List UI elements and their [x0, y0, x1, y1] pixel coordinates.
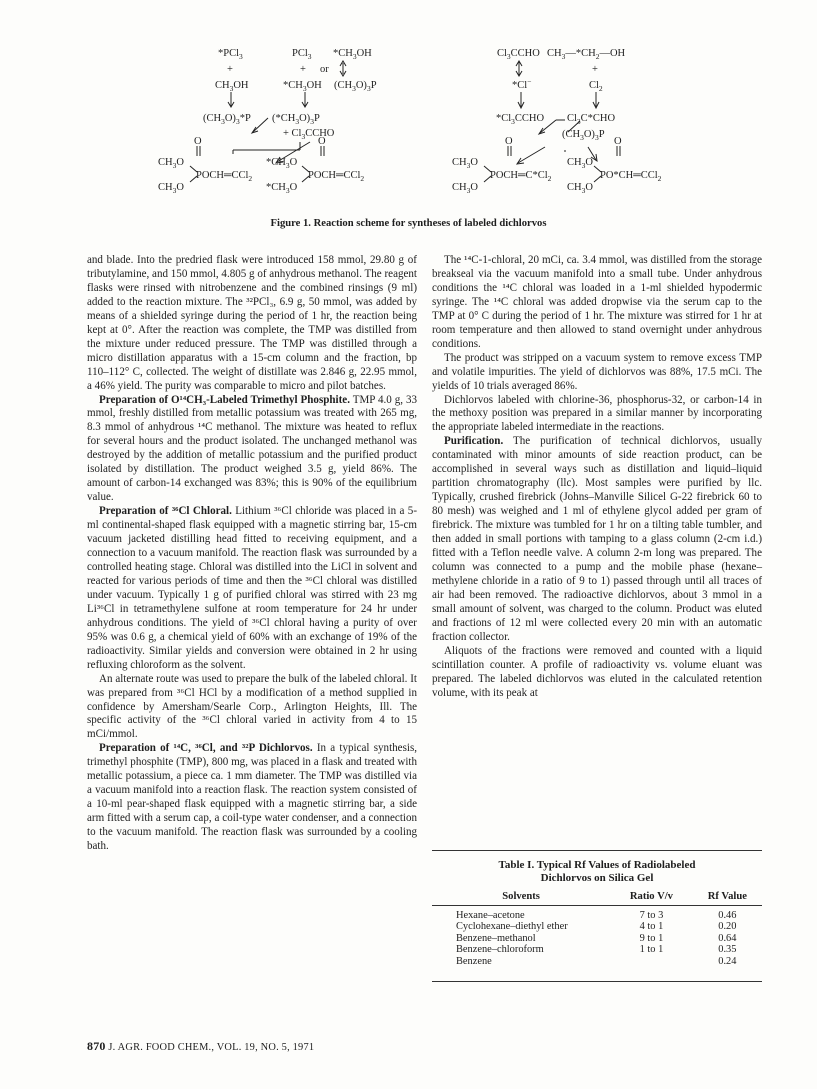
- scheme-label: $*CH_3OH$: [283, 80, 322, 93]
- page-number: 870: [87, 1039, 106, 1053]
- paragraph: An alternate route was used to prepare the bulk of the labeled chloral. It was prepared from ³⁶Cl HCl by a modification of a method supplied in confidence by Amersham/Searle Corp., Arlington Heights, Ill. The specific activity of the ³⁶Cl chloral varied in activity from 4 to 15 mCi/mmol.: [87, 672, 417, 741]
- scheme-label: $CH_3—*CH_2—OH$: [547, 48, 626, 61]
- scheme-label: $POCH═C*Cl_2$: [490, 170, 552, 183]
- scheme-label: $CH_3O$: [567, 157, 593, 170]
- scheme-label: *PCl$_3$: [218, 48, 243, 61]
- journal-citation: J. AGR. FOOD CHEM., VOL. 19, NO. 5, 1971: [108, 1042, 315, 1053]
- table-cell: Hexane–acetone: [456, 910, 525, 921]
- left-column: [87, 254, 417, 854]
- scheme-label: *Cl−: [512, 77, 532, 91]
- paragraph-text: TMP 4.0 g, 33 mmol, freshly distilled from metallic potassium was treated with 265 mg, 8.3 mmol of anhydrous ¹⁴C methanol. The mixture was heated to reflux for several hours and the product isolated. The unchanged methanol was destroyed by the addition of metallic potassium and the purified product isolated by distillation. The product weighed 3.5 g, yield 86%. The amount of carbon-14 exchanged was 83%; this is 90% of the equilibrium value.: [87, 393, 417, 504]
- table-cell: 0.35: [718, 944, 737, 956]
- page-footer: [87, 1039, 314, 1054]
- scheme-label: +: [592, 64, 598, 75]
- paragraph-text: The purification of technical dichlorvos, usually contaminated with minor amounts of side reaction product, can be accomplished in several ways such as distillation and liquid–liquid partition chromatography (llc). Most samples were purified by llc. Typically, crushed firebrick (Johns–Manville Silicel G-22 firebrick 60 to 80 mesh) was weighed and 1 ml of ethylene glycol added per gram of firebrick. The mixture was tumbled for 1 hr on a tilting table tumbler, and then added in small portions with tamping to a glass column (2-cm i.d.) fitted with a Teflon needle valve. A column 2-m long was prepared. The column was connected to a pump and the mobile phase (hexane–methylene chloride in a ratio of 9 to 1) passed through until all traces of air had been removed. The radioactive dichlorvos, about 3 mmol in a small amount of solvent, was charged to the column. Product was eluted and fractions of 12 ml were collected every 20 min with an automatic fraction collector.: [432, 435, 762, 643]
- table-bottom-rule: [432, 981, 762, 982]
- table-row: [432, 910, 762, 921]
- table-row: [432, 933, 762, 944]
- column-header: Rf Value: [693, 889, 762, 906]
- table-cell: Benzene–methanol: [456, 932, 536, 944]
- scheme-label: $*CH_3O$: [266, 157, 298, 170]
- scheme-label: $CH_3OH$: [215, 80, 249, 93]
- column-header: Solvents: [432, 889, 610, 906]
- scheme-label: $(CH_3O)_3P$: [334, 80, 377, 93]
- column-header: Ratio V/v: [610, 889, 693, 906]
- scheme-label: PO*CH═CCl$_2$: [600, 170, 662, 183]
- paragraph: The product was stripped on a vacuum system to remove excess TMP and volatile impurities. The yield of dichlorvos was 88%, 17.5 mCi. The yields of 10 trials averaged 86%.: [432, 351, 762, 392]
- paragraph-text: Lithium ³⁶Cl chloride was placed in a 5-ml continental-shaped flask equipped with a magnetic stirring bar, 15-cm vacuum jacketed distilling head fitted to receiving equipment, and a connection to a vacuum manifold. The reaction flask was surrounded by a controlled heating stage. Chloral was distilled into the LiCl in solvent and reacted for various periods of time and then the ³⁶Cl chloral was distilled under vacuum. Typically 1 g of purified chloral was stirred with 23 mg Li³⁶Cl in tetramethylene sulfone at room temperature for 24 hr under anhydrous conditions. The yield of ³⁶Cl chloral having a purity of over 95% was 0.6 g, a chemical yield of 60% with an exchange of 19% of the radioactivity. Similar yields and conversion were obtained in 2 hr using refluxing chloroform as the solvent.: [87, 505, 418, 671]
- paragraph: [87, 742, 417, 854]
- scheme-label: $*CH_3OH$: [333, 48, 372, 61]
- table-title-line: Table I. Typical Rf Values of Radiolabeled: [498, 859, 696, 871]
- right-column: [432, 254, 762, 701]
- table-cell: Cyclohexane–diethyl ether: [456, 921, 568, 933]
- table-cell: 0.46: [718, 910, 737, 921]
- scheme-label: $(CH_3O)_3P$: [562, 129, 605, 142]
- scheme-label: POCH═CCl$_2$: [308, 170, 365, 183]
- paragraph: [87, 394, 417, 506]
- section-heading: Preparation of ¹⁴C, ³⁶Cl, and ³²P Dichlorvos.: [99, 742, 313, 755]
- paragraph: [87, 505, 417, 672]
- table-header-row: [432, 889, 762, 906]
- scheme-label: O: [318, 136, 326, 147]
- table-row: [432, 956, 762, 967]
- scheme-label: PCl$_3$: [292, 48, 312, 61]
- scheme-label: $CH_3O$: [452, 157, 478, 170]
- scheme-label: +: [227, 64, 233, 75]
- section-heading: Purification.: [444, 435, 504, 448]
- table-cell: 0.24: [718, 955, 737, 967]
- scheme-label: $CH_3O$: [452, 182, 478, 195]
- table-top-rule: [432, 850, 762, 851]
- scheme-label: $(CH_3O)_3*P$: [203, 113, 251, 126]
- table-cell: 4 to 1: [639, 921, 664, 933]
- paragraph: [432, 435, 762, 644]
- scheme-label: $CH_3O$: [158, 157, 184, 170]
- paragraph: Dichlorvos labeled with chlorine-36, phosphorus-32, or carbon-14 in the methoxy position was prepared in a similar manner by incorporating the appropriate labeled intermediate in the reactions.: [432, 393, 762, 434]
- table-cell: Benzene–chloroform: [456, 944, 544, 956]
- section-heading: Preparation of O¹⁴CH₃-Labeled Trimethyl Phosphite.: [99, 393, 350, 406]
- scheme-label: +: [300, 64, 306, 75]
- table-row: [432, 921, 762, 932]
- table-row: [432, 944, 762, 955]
- figure-caption: Figure 1. Reaction scheme for syntheses of labeled dichlorvos: [270, 218, 547, 229]
- scheme-label: $*CH_3O$: [266, 182, 298, 195]
- scheme-label: O: [194, 136, 202, 147]
- scheme-label: POCH═CCl$_2$: [196, 170, 253, 183]
- section-heading: Preparation of ³⁶Cl Chloral.: [99, 505, 232, 518]
- scheme-label: $CH_3O$: [158, 182, 184, 195]
- paragraph: and blade. Into the predried flask were introduced 158 mmol, 29.80 g of tributylamine, and 150 mmol, 4.805 g of anhydrous methanol. The reagent flasks were rinsed with nitrobenzene and the combined rinsings (9 ml) added to the reaction mixture. The ³²PCl₃, 6.9 g, 50 mmol, was added by means of a shielded syringe during the period of 1 hr, the reaction being kept at 0°. After the reaction was complete, the TMP was distilled from the mixture under reduced pressure. The TMP was distilled through a micro distillation apparatus with a 15-cm column and the fraction, bp 110–112° C, collected. The weight of distillate was 2.846 g, 22.95 mmol, a 46% yield. The purity was comparable to micro and pilot batches.: [87, 254, 417, 392]
- scheme-label: $CH_3O$: [567, 182, 593, 195]
- scheme-label: or: [320, 64, 329, 75]
- scheme-label: O: [614, 136, 622, 147]
- reaction-scheme: [0, 0, 817, 235]
- scheme-label: $(*CH_3O)_3P$: [272, 113, 320, 126]
- table-cell: 7 to 3: [639, 910, 664, 921]
- table-title-line: Dichlorvos on Silica Gel: [540, 871, 654, 884]
- scheme-label: O: [505, 136, 513, 147]
- table-cell: 1 to 1: [639, 944, 664, 956]
- paragraph: Aliquots of the fractions were removed and counted with a liquid scintillation counter. A profile of radioactivity vs. volume eluant was prepared. The labeled dichlorvos was eluted in the calculated retention volume, with its peak at: [432, 644, 762, 699]
- rf-values-table: [432, 850, 762, 982]
- table-cell: 0.20: [718, 921, 737, 933]
- scheme-label: $Cl_3C*CHO$: [567, 113, 616, 126]
- table: [432, 889, 762, 981]
- paragraph: The ¹⁴C-1-chloral, 20 mCi, ca. 3.4 mmol, was distilled from the storage breakseal via the vacuum manifold into a small tube. Under anhydrous conditions the ¹⁴C chloral was loaded in a 1-ml shielded hypodermic syringe. The ¹⁴C chloral was added dropwise via the serum cap to the TMP at 0° C during the period of 1 hr. The mixture was stirred for 1 hr at room temperature and then allowed to stand overnight under anhydrous conditions.: [432, 254, 762, 350]
- table-cell: [610, 956, 693, 967]
- scheme-label: $Cl_2$: [589, 80, 603, 93]
- scheme-label: + $Cl_3CCHO$: [283, 128, 335, 141]
- table-cell: Benzene: [456, 955, 492, 967]
- table-cell: 9 to 1: [639, 932, 664, 944]
- scheme-label: $Cl_3CCHO$: [497, 48, 540, 61]
- scheme-label: $*Cl_3CCHO$: [496, 113, 545, 126]
- paragraph-text: In a typical synthesis, trimethyl phosphite (TMP), 800 mg, was placed in a flask and treated with metallic potassium, a piece ca. 1 mm diameter. The TMP was distilled via a vacuum manifold into a reaction flask. The reaction system consisted of a 10-ml pear-shaped flask equipped with a magnetic stirring bar, a side arm fitted with a serum cap, a coil-type water condenser, and a connection to the vacuum manifold. The reaction flask was surrounded by a cooling bath.: [87, 742, 418, 853]
- table-cell: 0.64: [718, 932, 737, 944]
- table-title: [432, 859, 762, 884]
